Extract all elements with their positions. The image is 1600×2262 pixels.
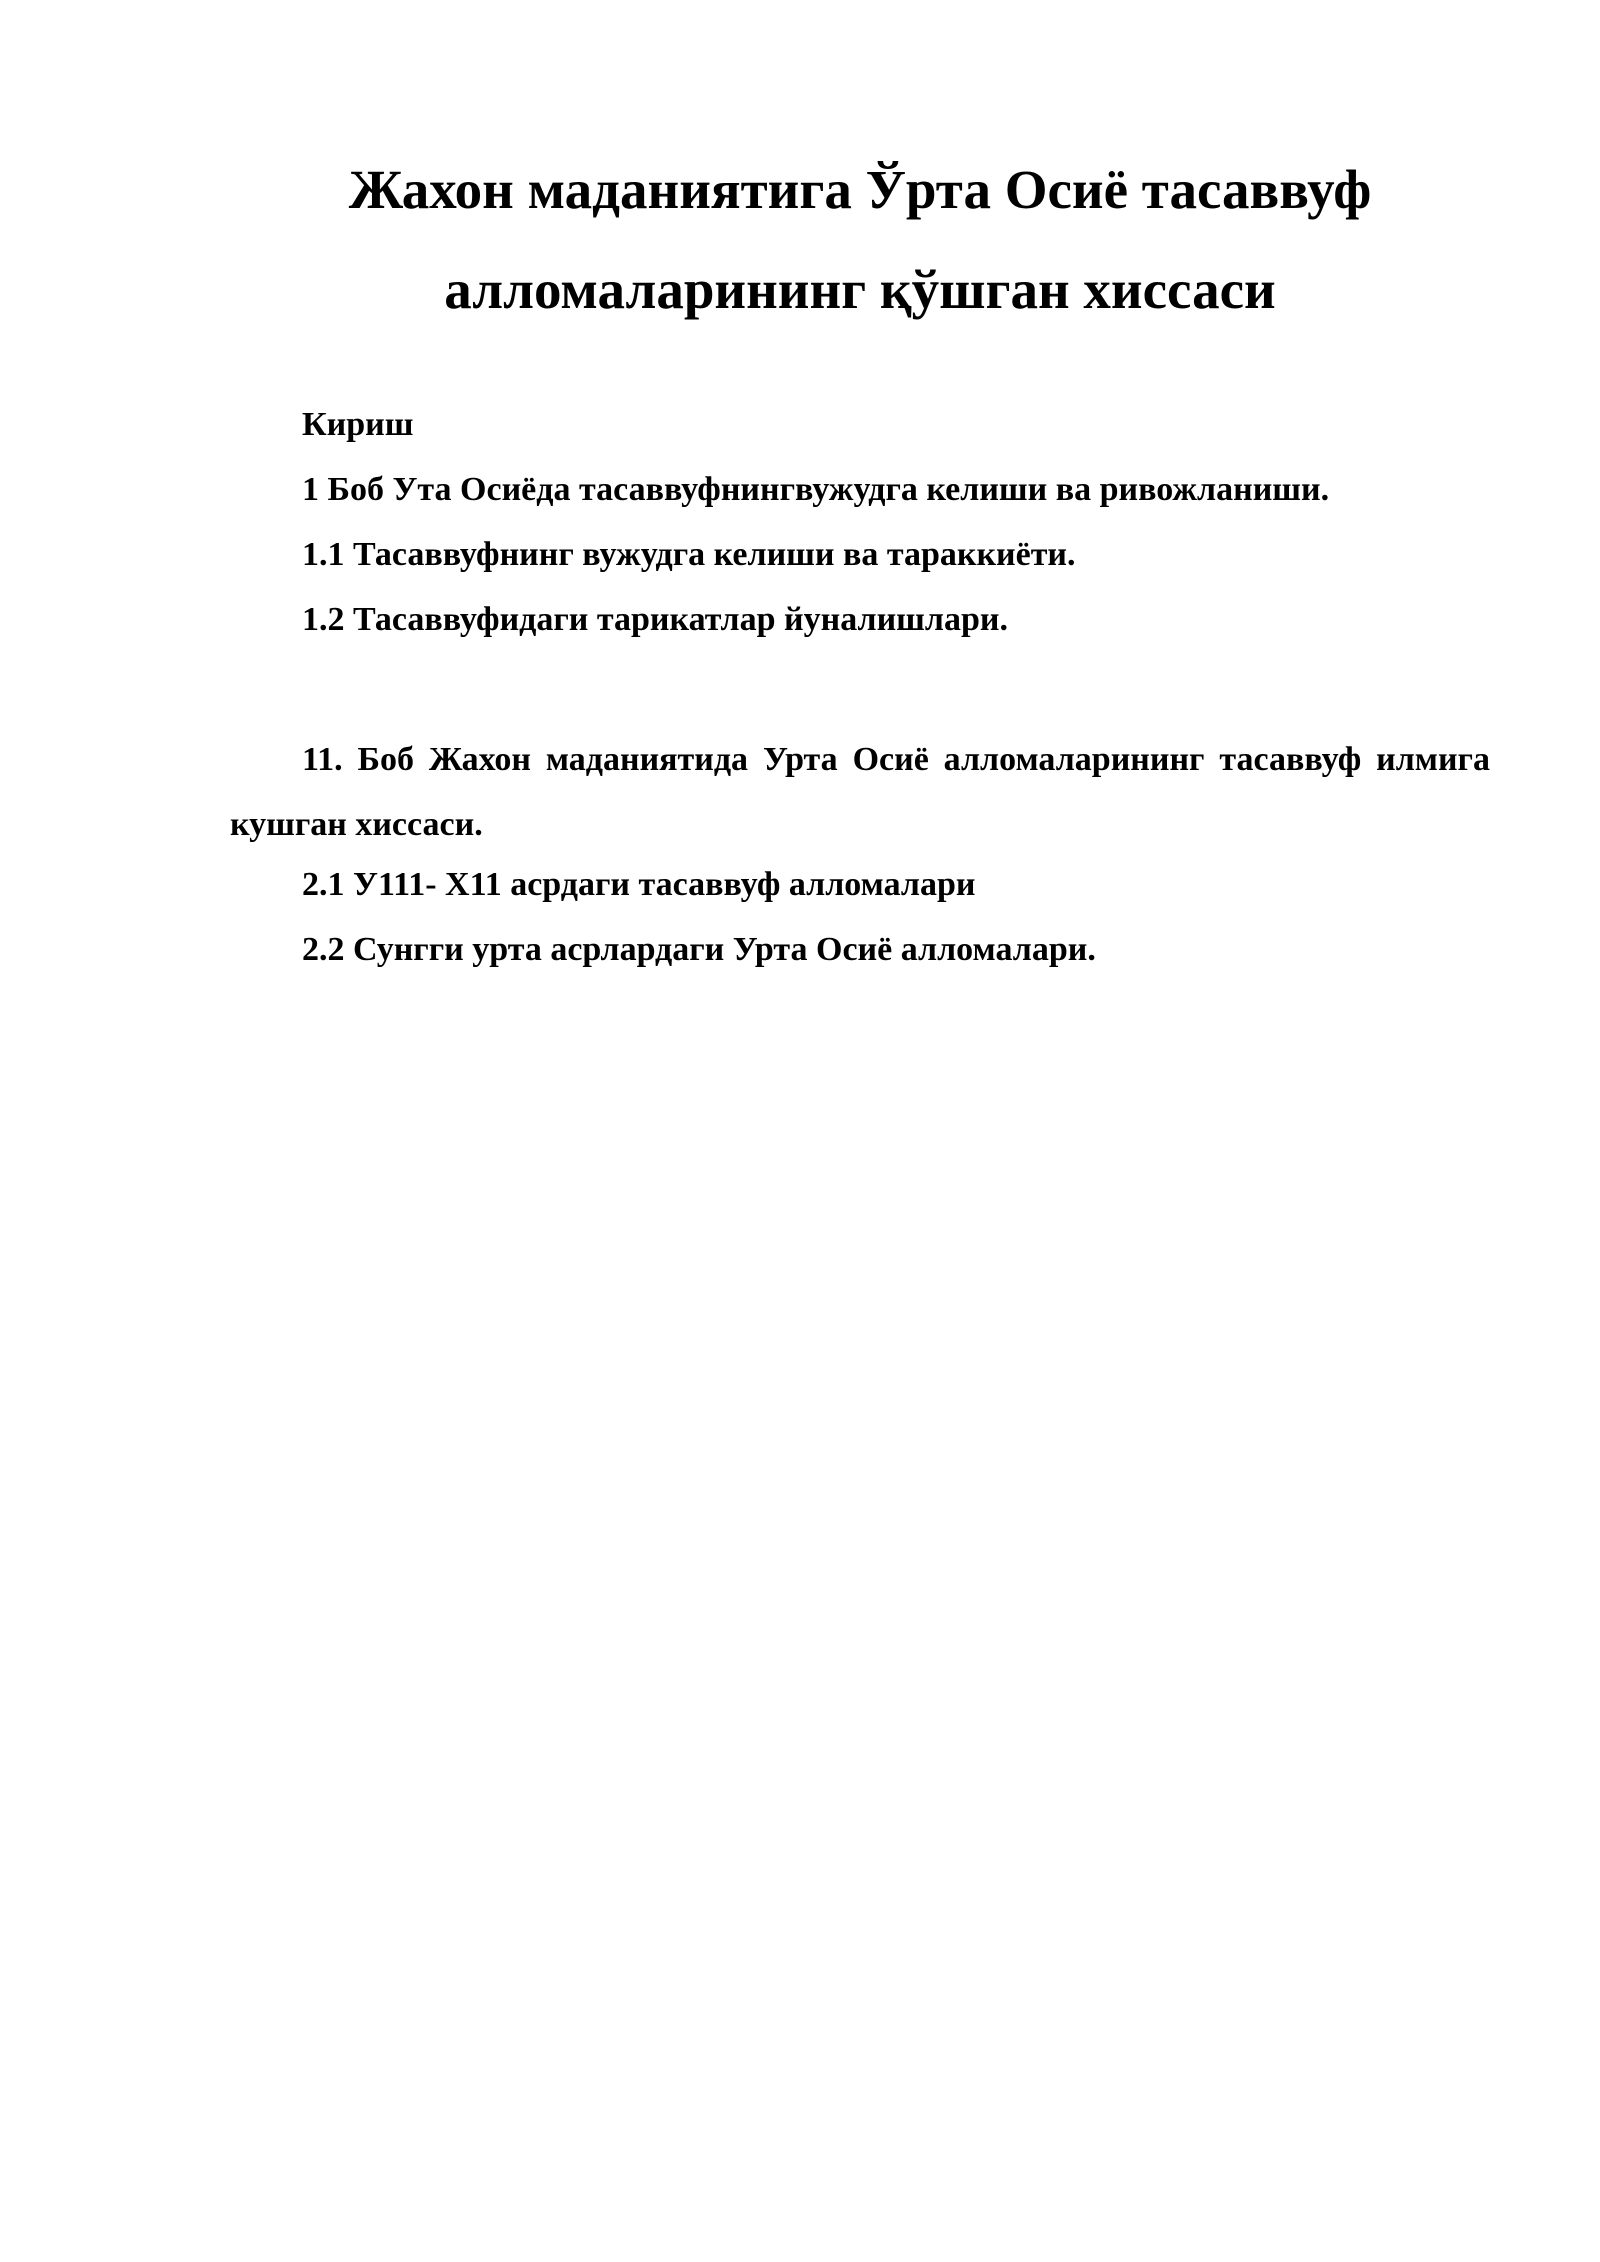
toc-section-2-2: 2.2 Сунгги урта асрлардаги Урта Осиё алломалари. [302,931,1096,968]
toc-chapter-1: 1 Боб Ута Осиёда тасаввуфнингвужудга келиши ва ривожланиши. [302,471,1330,508]
toc-chapter-2: 11. Боб Жахон маданиятида Урта Осиё алломаларининг тасаввуф илмига кушган хиссаси. [230,741,1490,843]
toc-intro: Кириш [302,406,414,443]
toc-section-2-1: 2.1 У111- Х11 асрдаги тасаввуф алломалари [302,866,976,903]
document-title: Жахон маданиятига Ўрта Осиё тасаввуф алломаларининг қўшган хиссаси [348,159,1372,320]
toc-section-1-1: 1.1 Тасаввуфнинг вужудга келиши ва тараккиёти. [302,536,1076,573]
toc-section-1-2: 1.2 Тасаввуфидаги тарикатлар йуналишлари. [302,601,1008,638]
